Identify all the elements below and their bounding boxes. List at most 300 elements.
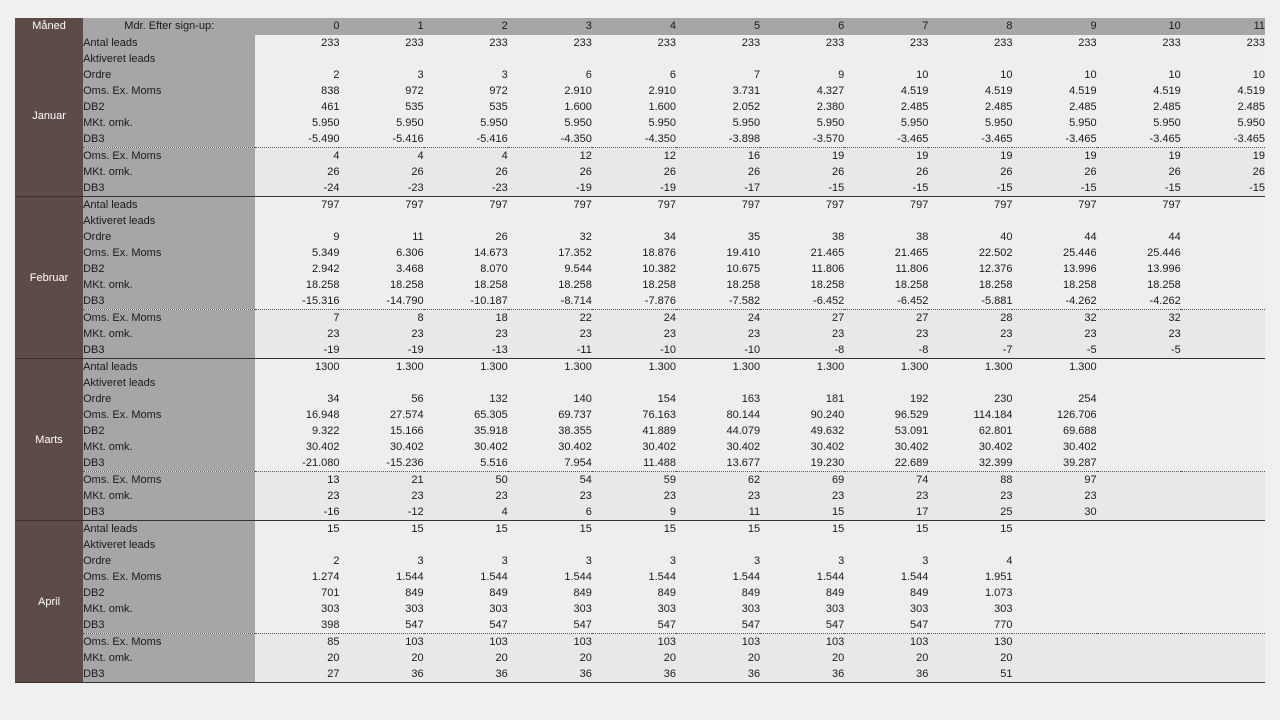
month-label: April bbox=[15, 521, 83, 683]
metric-value: 36 bbox=[339, 666, 423, 683]
table-row bbox=[15, 197, 1265, 214]
metric-value: 40 bbox=[928, 229, 1012, 245]
table-row bbox=[15, 342, 1265, 359]
metric-value: 36 bbox=[424, 666, 508, 683]
metric-value: 3 bbox=[844, 553, 928, 569]
table-row bbox=[15, 148, 1265, 165]
metric-value: 30.402 bbox=[928, 439, 1012, 455]
metric-value bbox=[1097, 585, 1181, 601]
metric-value: 18.258 bbox=[844, 277, 928, 293]
metric-label: DB2 bbox=[83, 261, 255, 277]
metric-value: -5 bbox=[1012, 342, 1096, 359]
metric-value: 3 bbox=[592, 553, 676, 569]
table-row bbox=[15, 455, 1265, 472]
metric-label: MKt. omk. bbox=[83, 326, 255, 342]
metric-value: -23 bbox=[339, 180, 423, 197]
metric-value bbox=[339, 537, 423, 553]
metric-value bbox=[1097, 601, 1181, 617]
metric-value: 535 bbox=[339, 99, 423, 115]
metric-value: 5.950 bbox=[339, 115, 423, 131]
metric-value bbox=[592, 537, 676, 553]
header-period-0: 0 bbox=[255, 18, 339, 35]
metric-value: 23 bbox=[676, 326, 760, 342]
metric-value: -3.465 bbox=[928, 131, 1012, 148]
metric-value: 22 bbox=[508, 310, 592, 327]
metric-value: 18.258 bbox=[592, 277, 676, 293]
metric-value: 44.079 bbox=[676, 423, 760, 439]
metric-value: 1.600 bbox=[592, 99, 676, 115]
metric-value: 23 bbox=[424, 326, 508, 342]
header-period-9: 9 bbox=[1012, 18, 1096, 35]
metric-value: 18.258 bbox=[1012, 277, 1096, 293]
table-row bbox=[15, 67, 1265, 83]
metric-value bbox=[1181, 601, 1265, 617]
metric-value: 23 bbox=[255, 488, 339, 504]
metric-value: -19 bbox=[592, 180, 676, 197]
metric-value: 27 bbox=[760, 310, 844, 327]
metric-value bbox=[1181, 229, 1265, 245]
table-row bbox=[15, 115, 1265, 131]
metric-value: 103 bbox=[592, 634, 676, 651]
metric-label: Antal leads bbox=[83, 521, 255, 538]
metric-value bbox=[1097, 634, 1181, 651]
metric-value: 20 bbox=[339, 650, 423, 666]
metric-value: 18 bbox=[424, 310, 508, 327]
metric-value bbox=[844, 51, 928, 67]
metric-value: 15 bbox=[339, 521, 423, 538]
metric-value: 770 bbox=[928, 617, 1012, 634]
metric-value: 303 bbox=[424, 601, 508, 617]
metric-value: 15 bbox=[676, 521, 760, 538]
table-row bbox=[15, 537, 1265, 553]
metric-label: Ordre bbox=[83, 391, 255, 407]
metric-value: -3.570 bbox=[760, 131, 844, 148]
metric-value: 1.544 bbox=[592, 569, 676, 585]
metric-value: 5.516 bbox=[424, 455, 508, 472]
metric-label: Ordre bbox=[83, 229, 255, 245]
metric-value: 38.355 bbox=[508, 423, 592, 439]
metric-value bbox=[1181, 245, 1265, 261]
metric-value: 5.950 bbox=[1181, 115, 1265, 131]
metric-value: 26 bbox=[760, 164, 844, 180]
metric-value: 18.258 bbox=[1097, 277, 1181, 293]
metric-value: 797 bbox=[1012, 197, 1096, 214]
metric-value: 1.300 bbox=[676, 359, 760, 376]
table-row bbox=[15, 35, 1265, 51]
metric-value: 20 bbox=[676, 650, 760, 666]
metric-value bbox=[1181, 310, 1265, 327]
metric-value: -7.582 bbox=[676, 293, 760, 310]
metric-label: DB3 bbox=[83, 504, 255, 521]
metric-value: 21.465 bbox=[844, 245, 928, 261]
metric-value bbox=[844, 375, 928, 391]
metric-value bbox=[1012, 634, 1096, 651]
metric-value: 30.402 bbox=[592, 439, 676, 455]
metric-value bbox=[255, 537, 339, 553]
metric-value: 59 bbox=[592, 472, 676, 489]
metric-value: 2 bbox=[255, 67, 339, 83]
metric-value: 303 bbox=[676, 601, 760, 617]
metric-value: 233 bbox=[1012, 35, 1096, 51]
metric-value: 69 bbox=[760, 472, 844, 489]
metric-value: 849 bbox=[760, 585, 844, 601]
metric-label: Aktiveret leads bbox=[83, 213, 255, 229]
metric-value: 2.052 bbox=[676, 99, 760, 115]
metric-value bbox=[1097, 537, 1181, 553]
metric-value: 16.948 bbox=[255, 407, 339, 423]
metric-value: 4 bbox=[424, 148, 508, 165]
metric-value: 3 bbox=[508, 553, 592, 569]
metric-value bbox=[1012, 213, 1096, 229]
metric-value: -3.898 bbox=[676, 131, 760, 148]
metric-value: 19 bbox=[1181, 148, 1265, 165]
metric-value: 26 bbox=[1097, 164, 1181, 180]
metric-value: 1.600 bbox=[508, 99, 592, 115]
metric-value: -15.236 bbox=[339, 455, 423, 472]
metric-value: 1.073 bbox=[928, 585, 1012, 601]
metric-value: 13.996 bbox=[1097, 261, 1181, 277]
table-row bbox=[15, 99, 1265, 115]
metric-value: 22.689 bbox=[844, 455, 928, 472]
metric-value: 849 bbox=[508, 585, 592, 601]
table-row bbox=[15, 634, 1265, 651]
metric-value: 2.910 bbox=[508, 83, 592, 99]
metric-value: 303 bbox=[844, 601, 928, 617]
metric-value: 10 bbox=[1012, 67, 1096, 83]
metric-value: 1.300 bbox=[424, 359, 508, 376]
metric-value: -10 bbox=[676, 342, 760, 359]
header-period-5: 5 bbox=[676, 18, 760, 35]
metric-label: DB3 bbox=[83, 617, 255, 634]
metric-value: 181 bbox=[760, 391, 844, 407]
metric-value bbox=[1097, 617, 1181, 634]
metric-value: 461 bbox=[255, 99, 339, 115]
metric-value: 132 bbox=[424, 391, 508, 407]
metric-value: 103 bbox=[760, 634, 844, 651]
metric-value: 26 bbox=[1181, 164, 1265, 180]
metric-value: 30.402 bbox=[760, 439, 844, 455]
metric-value: 547 bbox=[844, 617, 928, 634]
metric-label: Oms. Ex. Moms bbox=[83, 148, 255, 165]
metric-value: 5.950 bbox=[424, 115, 508, 131]
metric-value: -8.714 bbox=[508, 293, 592, 310]
metric-value: 2.942 bbox=[255, 261, 339, 277]
metric-value bbox=[676, 51, 760, 67]
metric-value bbox=[1181, 359, 1265, 376]
metric-value: 233 bbox=[760, 35, 844, 51]
header-period-3: 3 bbox=[508, 18, 592, 35]
metric-value: 8 bbox=[339, 310, 423, 327]
metric-value: 797 bbox=[508, 197, 592, 214]
metric-label: Antal leads bbox=[83, 197, 255, 214]
header-period-1: 1 bbox=[339, 18, 423, 35]
metric-value: 25.446 bbox=[1012, 245, 1096, 261]
metric-value: 18.258 bbox=[424, 277, 508, 293]
metric-value bbox=[928, 537, 1012, 553]
metric-value: 41.889 bbox=[592, 423, 676, 439]
metric-value: 23 bbox=[928, 488, 1012, 504]
table-row bbox=[15, 359, 1265, 376]
metric-value: 5.950 bbox=[928, 115, 1012, 131]
table-row bbox=[15, 164, 1265, 180]
table-row bbox=[15, 650, 1265, 666]
metric-value bbox=[1181, 537, 1265, 553]
metric-value: -10 bbox=[592, 342, 676, 359]
metric-value: 85 bbox=[255, 634, 339, 651]
metric-label: DB3 bbox=[83, 666, 255, 683]
metric-value bbox=[1181, 326, 1265, 342]
metric-value: 303 bbox=[508, 601, 592, 617]
metric-value: 4.519 bbox=[928, 83, 1012, 99]
metric-value: 20 bbox=[508, 650, 592, 666]
metric-value: -3.465 bbox=[844, 131, 928, 148]
metric-value: 15 bbox=[424, 521, 508, 538]
metric-value: 34 bbox=[592, 229, 676, 245]
metric-value bbox=[1012, 537, 1096, 553]
header-period-10: 10 bbox=[1097, 18, 1181, 35]
metric-value: 547 bbox=[424, 617, 508, 634]
metric-value bbox=[1181, 375, 1265, 391]
metric-value: 18.258 bbox=[339, 277, 423, 293]
metric-value: 233 bbox=[592, 35, 676, 51]
metric-value: 1.300 bbox=[928, 359, 1012, 376]
table-row bbox=[15, 375, 1265, 391]
metric-value bbox=[592, 51, 676, 67]
metric-value: -4.262 bbox=[1012, 293, 1096, 310]
metric-value bbox=[1012, 569, 1096, 585]
metric-value: 6 bbox=[592, 67, 676, 83]
metric-value: 9 bbox=[255, 229, 339, 245]
metric-value: -4.350 bbox=[592, 131, 676, 148]
metric-value: -8 bbox=[844, 342, 928, 359]
metric-value: 35 bbox=[676, 229, 760, 245]
metric-value: 2.485 bbox=[928, 99, 1012, 115]
metric-value: 20 bbox=[592, 650, 676, 666]
metric-value bbox=[1097, 488, 1181, 504]
metric-value bbox=[1097, 51, 1181, 67]
metric-value bbox=[255, 213, 339, 229]
metric-value bbox=[1181, 213, 1265, 229]
metric-value: 12.376 bbox=[928, 261, 1012, 277]
metric-value bbox=[1181, 569, 1265, 585]
metric-label: DB2 bbox=[83, 99, 255, 115]
table-row bbox=[15, 407, 1265, 423]
metric-value: 49.632 bbox=[760, 423, 844, 439]
metric-label: DB3 bbox=[83, 180, 255, 197]
metric-value: 25.446 bbox=[1097, 245, 1181, 261]
metric-value: 24 bbox=[592, 310, 676, 327]
metric-value: -15 bbox=[928, 180, 1012, 197]
metric-value: 36 bbox=[592, 666, 676, 683]
metric-value: -6.452 bbox=[844, 293, 928, 310]
metric-value: 849 bbox=[592, 585, 676, 601]
metric-value: 10.382 bbox=[592, 261, 676, 277]
metric-value: 2.380 bbox=[760, 99, 844, 115]
metric-value: 19 bbox=[928, 148, 1012, 165]
metric-value: 30.402 bbox=[424, 439, 508, 455]
metric-value: 9.544 bbox=[508, 261, 592, 277]
metric-value: 4.519 bbox=[1012, 83, 1096, 99]
metric-value: -23 bbox=[424, 180, 508, 197]
metric-value: 6 bbox=[508, 67, 592, 83]
metric-value: 6 bbox=[508, 504, 592, 521]
metric-value: 23 bbox=[1097, 326, 1181, 342]
metric-value: -6.452 bbox=[760, 293, 844, 310]
metric-value bbox=[1181, 634, 1265, 651]
metric-value bbox=[760, 213, 844, 229]
metric-value: 26 bbox=[592, 164, 676, 180]
metric-value: 797 bbox=[339, 197, 423, 214]
metric-value bbox=[1012, 553, 1096, 569]
metric-label: MKt. omk. bbox=[83, 488, 255, 504]
metric-value bbox=[1097, 391, 1181, 407]
metric-value bbox=[1012, 521, 1096, 538]
metric-value: -5 bbox=[1097, 342, 1181, 359]
metric-label: Oms. Ex. Moms bbox=[83, 407, 255, 423]
metric-value: -15 bbox=[1097, 180, 1181, 197]
metric-value: 23 bbox=[339, 488, 423, 504]
metric-value: 4 bbox=[339, 148, 423, 165]
table-row bbox=[15, 472, 1265, 489]
metric-value: 233 bbox=[339, 35, 423, 51]
metric-value: 19.230 bbox=[760, 455, 844, 472]
table-row bbox=[15, 229, 1265, 245]
metric-value: 11.488 bbox=[592, 455, 676, 472]
metric-value: 1.300 bbox=[508, 359, 592, 376]
metric-value: 7 bbox=[676, 67, 760, 83]
metric-value: 97 bbox=[1012, 472, 1096, 489]
metric-value: 114.184 bbox=[928, 407, 1012, 423]
metric-value bbox=[1097, 504, 1181, 521]
metric-value: 30.402 bbox=[508, 439, 592, 455]
table-row bbox=[15, 326, 1265, 342]
metric-value: 3 bbox=[339, 553, 423, 569]
metric-value bbox=[508, 375, 592, 391]
metric-value bbox=[676, 537, 760, 553]
metric-value: 797 bbox=[676, 197, 760, 214]
metric-value: 23 bbox=[592, 488, 676, 504]
metric-value bbox=[928, 51, 1012, 67]
metric-value: 103 bbox=[844, 634, 928, 651]
metric-value bbox=[1181, 423, 1265, 439]
metric-value: 2.910 bbox=[592, 83, 676, 99]
metric-value: 27.574 bbox=[339, 407, 423, 423]
metric-value: 303 bbox=[928, 601, 1012, 617]
metric-value bbox=[1181, 504, 1265, 521]
metric-value: 21 bbox=[339, 472, 423, 489]
metric-value: 44 bbox=[1097, 229, 1181, 245]
metric-value: 4 bbox=[255, 148, 339, 165]
metric-value: 69.737 bbox=[508, 407, 592, 423]
metric-value: 233 bbox=[424, 35, 508, 51]
metric-value bbox=[1181, 261, 1265, 277]
metric-value: 849 bbox=[339, 585, 423, 601]
metric-value: 9 bbox=[592, 504, 676, 521]
table-row bbox=[15, 83, 1265, 99]
metric-value: -19 bbox=[508, 180, 592, 197]
metric-value: 797 bbox=[844, 197, 928, 214]
metric-value: -4.350 bbox=[508, 131, 592, 148]
table-row bbox=[15, 391, 1265, 407]
metric-value: 547 bbox=[676, 617, 760, 634]
metric-value: 103 bbox=[676, 634, 760, 651]
metric-value: 5.950 bbox=[255, 115, 339, 131]
metric-value: 126.706 bbox=[1012, 407, 1096, 423]
table-row bbox=[15, 488, 1265, 504]
metric-value: 44 bbox=[1012, 229, 1096, 245]
table-row bbox=[15, 585, 1265, 601]
metric-value: 2.485 bbox=[844, 99, 928, 115]
metric-value: 3.468 bbox=[339, 261, 423, 277]
metric-value: 1.544 bbox=[760, 569, 844, 585]
metric-value: 23 bbox=[760, 326, 844, 342]
metric-value: 5.950 bbox=[760, 115, 844, 131]
metric-value: 972 bbox=[339, 83, 423, 99]
metric-value bbox=[1012, 650, 1096, 666]
table-row bbox=[15, 293, 1265, 310]
metric-value: 32 bbox=[1097, 310, 1181, 327]
table-row bbox=[15, 261, 1265, 277]
metric-value: -24 bbox=[255, 180, 339, 197]
metric-value: 5.349 bbox=[255, 245, 339, 261]
metric-label: Oms. Ex. Moms bbox=[83, 310, 255, 327]
metric-value: 50 bbox=[424, 472, 508, 489]
metric-value: 20 bbox=[255, 650, 339, 666]
metric-value bbox=[1012, 601, 1096, 617]
metric-label: Antal leads bbox=[83, 35, 255, 51]
metric-value: 12 bbox=[508, 148, 592, 165]
metric-value: 163 bbox=[676, 391, 760, 407]
metric-label: MKt. omk. bbox=[83, 601, 255, 617]
metric-value bbox=[1181, 51, 1265, 67]
metric-value: 11 bbox=[676, 504, 760, 521]
metric-value: 192 bbox=[844, 391, 928, 407]
metric-label: Aktiveret leads bbox=[83, 51, 255, 67]
metric-value: 2 bbox=[255, 553, 339, 569]
metric-value: 3 bbox=[424, 67, 508, 83]
metric-value: 23 bbox=[592, 326, 676, 342]
metric-value bbox=[1097, 375, 1181, 391]
table-row bbox=[15, 439, 1265, 455]
metric-value: 80.144 bbox=[676, 407, 760, 423]
table-row bbox=[15, 245, 1265, 261]
metric-value: 103 bbox=[424, 634, 508, 651]
metric-value: 23 bbox=[339, 326, 423, 342]
metric-value: -11 bbox=[508, 342, 592, 359]
metric-value: 30 bbox=[1012, 504, 1096, 521]
metric-value: -4.262 bbox=[1097, 293, 1181, 310]
table-row bbox=[15, 601, 1265, 617]
metric-value: 1.300 bbox=[844, 359, 928, 376]
metric-value: 30.402 bbox=[676, 439, 760, 455]
metric-value: 19 bbox=[1012, 148, 1096, 165]
metric-label: MKt. omk. bbox=[83, 115, 255, 131]
metric-label: Ordre bbox=[83, 553, 255, 569]
metric-value: 130 bbox=[928, 634, 1012, 651]
metric-value: 36 bbox=[508, 666, 592, 683]
table-row bbox=[15, 131, 1265, 148]
metric-value: 5.950 bbox=[676, 115, 760, 131]
metric-value bbox=[1097, 650, 1181, 666]
metric-value: 74 bbox=[844, 472, 928, 489]
metric-value: 547 bbox=[760, 617, 844, 634]
metric-value: -15 bbox=[844, 180, 928, 197]
metric-label: MKt. omk. bbox=[83, 277, 255, 293]
metric-value: 30.402 bbox=[339, 439, 423, 455]
metric-value: 2.485 bbox=[1012, 99, 1096, 115]
metric-value: 76.163 bbox=[592, 407, 676, 423]
metric-value: 15 bbox=[928, 521, 1012, 538]
